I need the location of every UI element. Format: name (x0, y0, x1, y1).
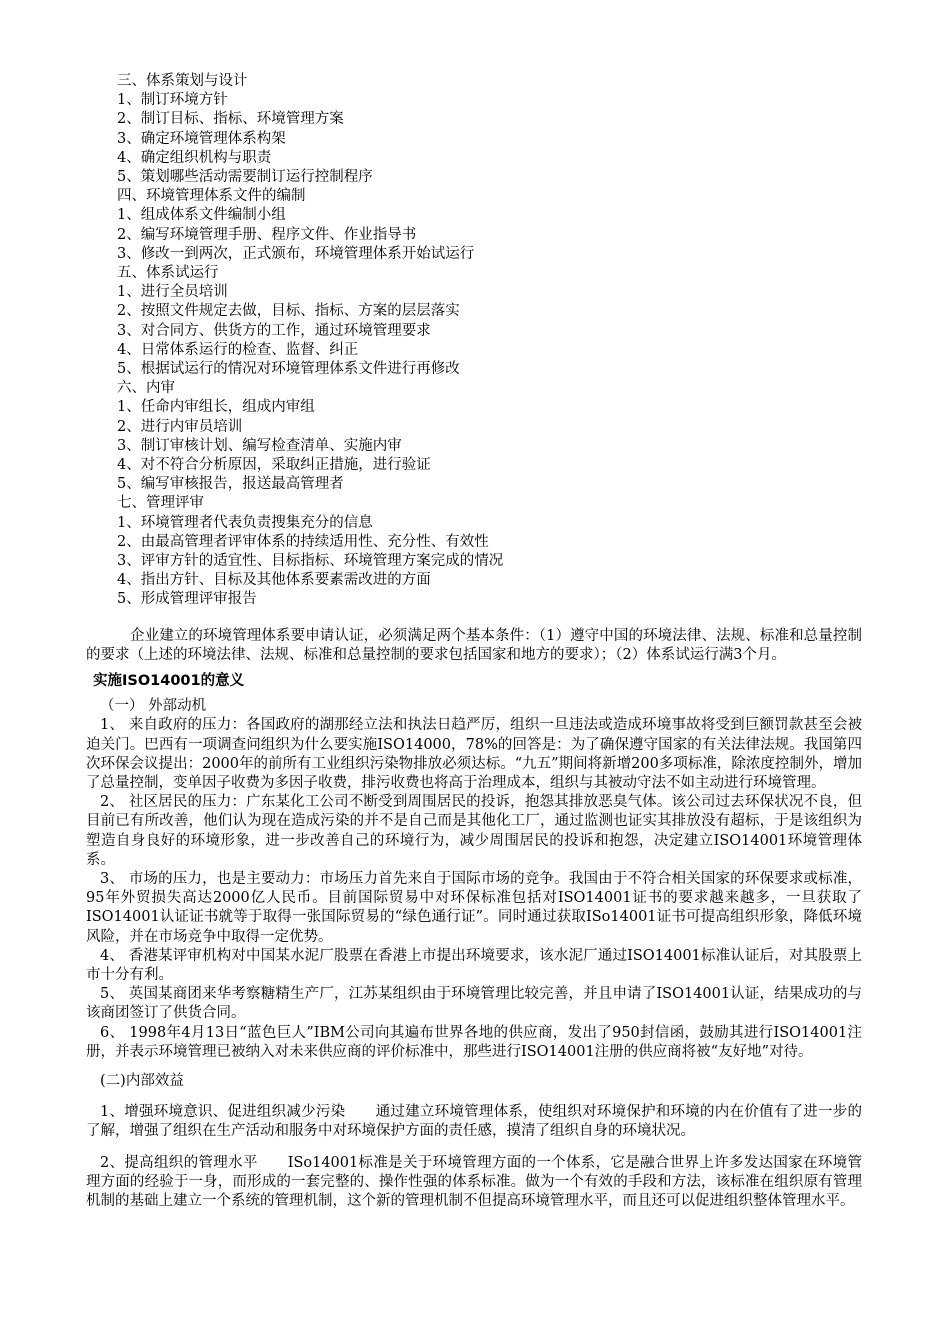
outline-item: 2、编写环境管理手册、程序文件、作业指导书 (117, 226, 417, 243)
benefit-body: ISo14001标准是关于环境管理方面的一个体系，它是融合世界上许多发达国家在环境管理方面的经验于一身，而形成的一套完整的、操作性强的体系标准。做为一个有效的手段和方法，该标准在组织原有管理机制的基础上建立一个系统的管理机制，这个新的管理机制不但提高环境管理水平，而且还可以促进组织整体管理水平。 (86, 1154, 862, 1209)
benefit-lead: 1、增强环境意识、促进组织减少污染 (100, 1104, 346, 1121)
outline-heading-4: 四、环境管理体系文件的编制 (117, 188, 306, 205)
external-item: 5、 英国某商团来华考察糖精生产厂，江苏某组织由于环境管理比较完善，并且申请了ISO14001认证，结果成功的与该商团签订了供货合同。 (86, 986, 862, 1022)
outline-item: 2、按照文件规定去做，目标、指标、方案的层层落实 (117, 303, 460, 320)
internal-benefit-item (86, 1154, 862, 1212)
outline-heading-5: 五、体系试运行 (117, 265, 219, 282)
outline-item: 2、进行内审员培训 (117, 418, 243, 435)
outline-item: 4、对不符合分析原因，采取纠正措施，进行验证 (117, 457, 431, 474)
procedure-outline (86, 72, 862, 610)
section-title: 实施ISO14001的意义 (93, 673, 245, 690)
benefit-body: 通过建立环境管理体系，使组织对环境保护和环境的内在价值有了进一步的了解，增强了组织在生产活动和服务中对环境保护方面的责任感，摸清了组织自身的环境状况。 (86, 1104, 862, 1140)
outline-item: 3、评审方针的适宜性、目标指标、环境管理方案完成的情况 (117, 553, 504, 570)
outline-item: 2、由最高管理者评审体系的持续适用性、充分性、有效性 (117, 533, 489, 550)
outline-item: 3、对合同方、供货方的工作，通过环境管理要求 (117, 322, 431, 339)
outline-item: 5、形成管理评审报告 (117, 591, 257, 608)
outline-item: 2、制订目标、指标、环境管理方案 (117, 111, 344, 128)
outline-item: 5、编写审核报告，报送最高管理者 (117, 476, 344, 493)
outline-item: 1、组成体系文件编制小组 (117, 207, 286, 224)
external-item: 3、 市场的压力，也是主要动力：市场压力首先来自于国际市场的竞争。我国由于不符合相关国家的环保要求或标准，95年外贸损失高达2000亿人民币。目前国际贸易中对环保标准包括对ISO14001证书的要求越来越多，一旦获取了ISO14001认证证书就等于取得一张国际贸易的“绿色通行证”。同时通过获取ISo14001证书可提高组织形象，降低环境风险，并在市场竞争中取得一定优势。 (86, 870, 862, 945)
outline-item: 1、任命内审组长，组成内审组 (117, 399, 315, 416)
outline-item: 4、指出方针、目标及其他体系要素需改进的方面 (117, 572, 431, 589)
external-item: 6、 1998年4月13日“蓝色巨人”IBM公司向其遍布世界各地的供应商，发出了950封信函，鼓励其进行ISO14001注册，并表示环境管理已被纳入对未来供应商的评价标准中，那些进行ISO14001注册的供应商将被“友好地”对待。 (86, 1024, 862, 1060)
benefit-lead: 2、提高组织的管理水平 (100, 1154, 258, 1171)
outline-item: 4、确定组织机构与职责 (117, 149, 272, 166)
external-item: 1、 来自政府的压力：各国政府的湖那经立法和执法日趋严厉，组织一旦违法或造成环境事故将受到巨额罚款甚至会被迫关门。巴西有一项调查问组织为什么要实施ISO14000，78%的回答是：为了确保遵守国家的有关法律法规。我国第四次环保会议提出：2000年的前所有工业组织污染物排放必须达标。“九五”期间将新增200多项标准，除浓度控制外，增加了总量控制，变单因子收费为多因子收费，排污收费也将高于治理成本，组织与其被动守法不如主动进行环境管理。 (86, 717, 862, 791)
outline-item: 4、日常体系运行的检查、监督、纠正 (117, 341, 359, 358)
outline-heading-7: 七、管理评审 (117, 495, 204, 512)
internal-benefit-title: (二)内部效益 (100, 1072, 184, 1089)
external-item: 4、 香港某评审机构对中国某水泥厂股票在香港上市提出环境要求，该水泥厂通过ISO14001标准认证后，对其股票上市十分有利。 (86, 947, 862, 983)
outline-item: 1、进行全员培训 (117, 284, 228, 301)
outline-heading-3: 三、体系策划与设计 (117, 73, 248, 89)
internal-benefit-item (86, 1103, 862, 1141)
document-page (86, 72, 862, 1211)
certification-conditions-paragraph: 企业建立的环境管理体系要申请认证，必须满足两个基本条件：（1）遵守中国的环境法律、法规、标准和总量控制的要求（上述的环境法律、法规、标准和总量控制的要求包括国家和地方的要求）；（2）体系试运行满3个月。 (86, 627, 862, 663)
external-motivation-title: （一） 外部动机 (100, 698, 207, 715)
outline-item: 1、制订环境方针 (117, 92, 228, 109)
outline-item: 3、制订审核计划、编写检查清单、实施内审 (117, 437, 402, 454)
outline-item: 5、策划哪些活动需要制订运行控制程序 (117, 169, 373, 186)
outline-item: 3、修改一到两次，正式颁布，环境管理体系开始试运行 (117, 245, 475, 262)
outline-item: 1、环境管理者代表负责搜集充分的信息 (117, 514, 373, 531)
external-item: 2、 社区居民的压力：广东某化工公司不断受到周围居民的投诉，抱怨其排放恶臭气体。该公司过去环保状况不良，但目前已有所改善，他们认为现在造成污染的并不是自己而是其他化工厂，通过监测也证实其排放没有超标，于是该组织为塑造自身良好的环境形象，进一步改善自己的环境行为，减少周围居民的投诉和抱怨，决定建立ISO14001环境管理体系。 (86, 794, 862, 868)
outline-item: 3、确定环境管理体系构架 (117, 130, 286, 147)
outline-item: 5、根据试运行的情况对环境管理体系文件进行再修改 (117, 361, 460, 378)
outline-heading-6: 六、内审 (117, 380, 175, 397)
